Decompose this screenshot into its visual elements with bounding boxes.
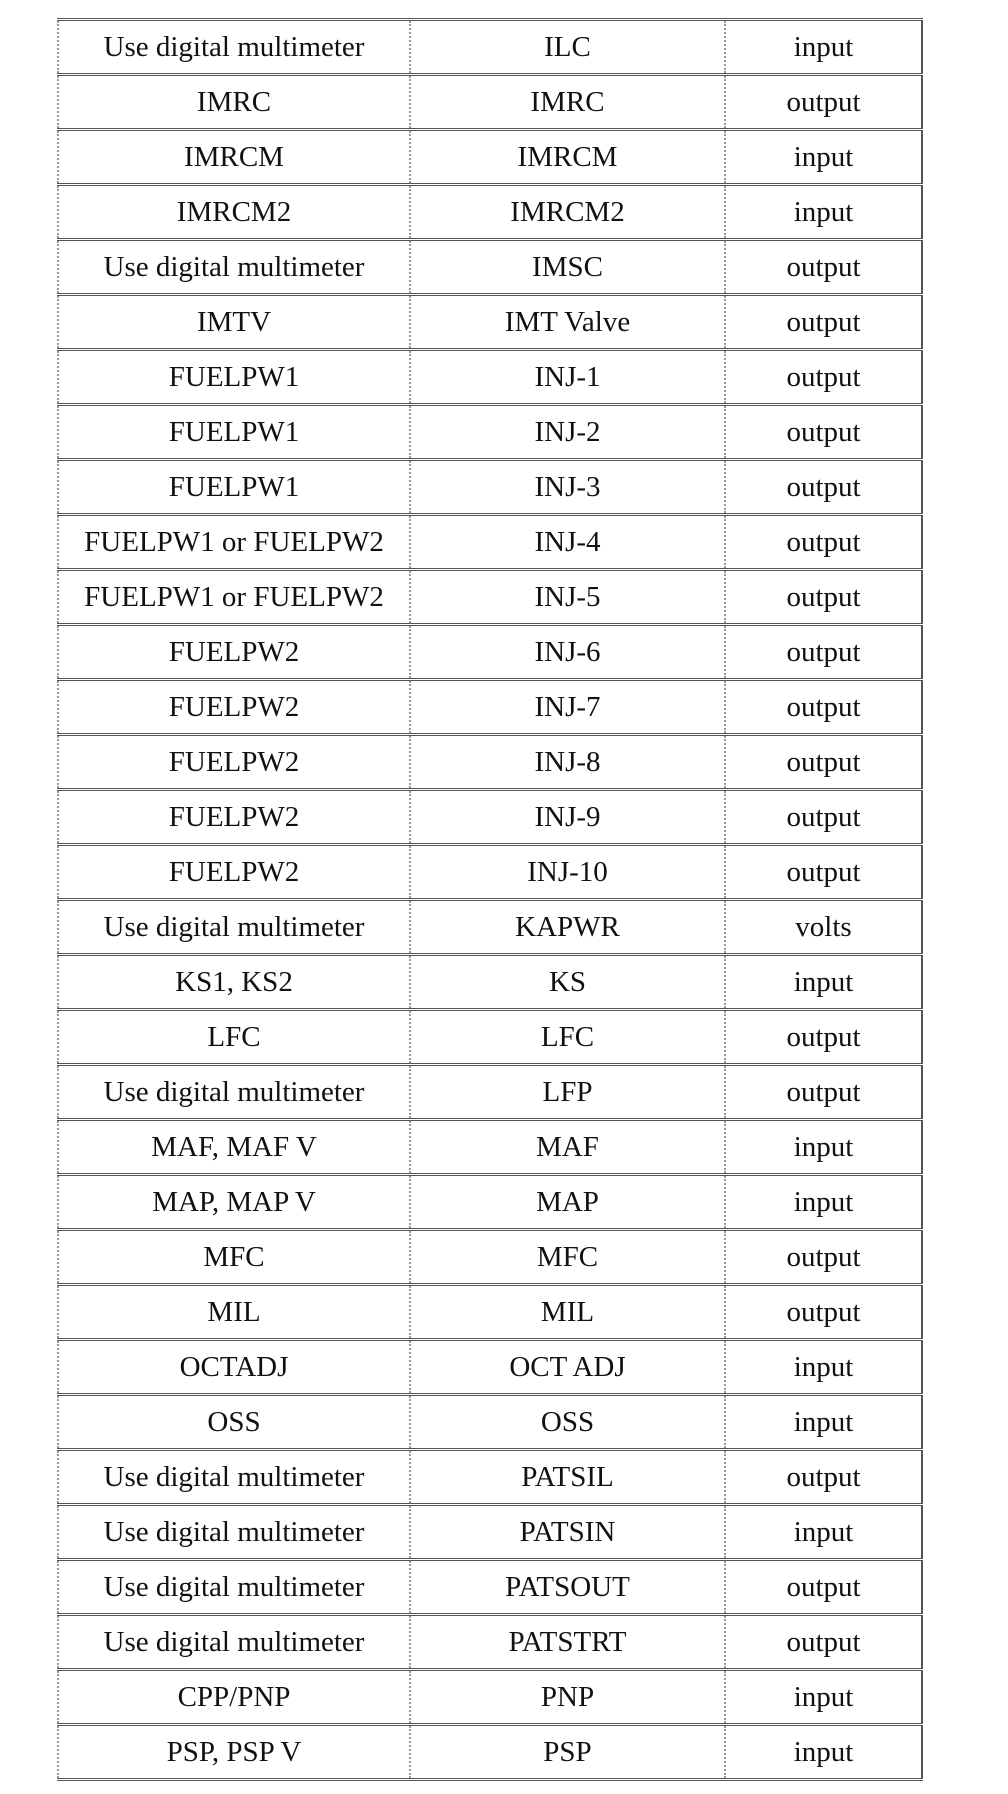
scan-tool-pid-cell: OSS xyxy=(58,1395,410,1450)
signal-name-cell: INJ-5 xyxy=(410,570,725,625)
signal-name-cell: MIL xyxy=(410,1285,725,1340)
signal-type-cell: output xyxy=(725,1230,922,1285)
signal-name-cell: KS xyxy=(410,955,725,1010)
table-row xyxy=(58,1670,922,1725)
signal-type-cell: output xyxy=(725,515,922,570)
signal-name-cell: INJ-8 xyxy=(410,735,725,790)
signal-type-cell: output xyxy=(725,1560,922,1615)
signal-type-cell: output xyxy=(725,350,922,405)
signal-type-cell: input xyxy=(725,1505,922,1560)
scan-tool-pid-cell: CPP/PNP xyxy=(58,1670,410,1725)
table-row xyxy=(58,680,922,735)
table-row xyxy=(58,1395,922,1450)
signal-type-cell: input xyxy=(725,1175,922,1230)
signal-name-cell: IMRC xyxy=(410,75,725,130)
scan-tool-pid-cell: MIL xyxy=(58,1285,410,1340)
scan-tool-pid-cell: Use digital multimeter xyxy=(58,900,410,955)
signal-type-cell: output xyxy=(725,405,922,460)
signal-name-cell: LFC xyxy=(410,1010,725,1065)
table-row xyxy=(58,240,922,295)
scan-tool-pid-cell: FUELPW2 xyxy=(58,790,410,845)
signal-name-cell: IMRCM xyxy=(410,130,725,185)
signal-type-cell: output xyxy=(725,790,922,845)
scan-tool-pid-cell: FUELPW1 or FUELPW2 xyxy=(58,570,410,625)
scan-tool-pid-cell: Use digital multimeter xyxy=(58,240,410,295)
signal-name-cell: INJ-3 xyxy=(410,460,725,515)
signal-type-cell: output xyxy=(725,295,922,350)
signal-name-cell: INJ-6 xyxy=(410,625,725,680)
signal-type-cell: input xyxy=(725,1120,922,1175)
signal-table xyxy=(57,18,923,1781)
signal-type-cell: input xyxy=(725,1340,922,1395)
signal-name-cell: MFC xyxy=(410,1230,725,1285)
scan-tool-pid-cell: IMRCM xyxy=(58,130,410,185)
signal-type-cell: volts xyxy=(725,900,922,955)
table-row xyxy=(58,625,922,680)
signal-type-cell: input xyxy=(725,185,922,240)
signal-type-cell: output xyxy=(725,1450,922,1505)
signal-type-cell: output xyxy=(725,75,922,130)
table-row xyxy=(58,405,922,460)
table-row xyxy=(58,1065,922,1120)
signal-type-cell: input xyxy=(725,955,922,1010)
table-row xyxy=(58,75,922,130)
signal-name-cell: PATSIL xyxy=(410,1450,725,1505)
scan-tool-pid-cell: OCTADJ xyxy=(58,1340,410,1395)
signal-type-cell: input xyxy=(725,1395,922,1450)
signal-name-cell: LFP xyxy=(410,1065,725,1120)
table-row xyxy=(58,1725,922,1780)
signal-name-cell: INJ-4 xyxy=(410,515,725,570)
table-row xyxy=(58,735,922,790)
scan-tool-pid-cell: FUELPW1 xyxy=(58,405,410,460)
table-row xyxy=(58,900,922,955)
scan-tool-pid-cell: FUELPW1 xyxy=(58,460,410,515)
signal-type-cell: output xyxy=(725,845,922,900)
table-row xyxy=(58,515,922,570)
signal-name-cell: IMT Valve xyxy=(410,295,725,350)
table-row xyxy=(58,1615,922,1670)
signal-name-cell: PATSTRT xyxy=(410,1615,725,1670)
signal-type-cell: input xyxy=(725,1725,922,1780)
scan-tool-pid-cell: Use digital multimeter xyxy=(58,1505,410,1560)
table-row xyxy=(58,790,922,845)
table-row xyxy=(58,350,922,405)
scan-tool-pid-cell: Use digital multimeter xyxy=(58,20,410,75)
table-row xyxy=(58,460,922,515)
table-row xyxy=(58,130,922,185)
signal-type-cell: output xyxy=(725,625,922,680)
table-row xyxy=(58,1285,922,1340)
signal-type-cell: output xyxy=(725,1065,922,1120)
signal-type-cell: output xyxy=(725,460,922,515)
table-row xyxy=(58,1340,922,1395)
table-row xyxy=(58,185,922,240)
scan-tool-pid-cell: Use digital multimeter xyxy=(58,1065,410,1120)
table-row xyxy=(58,1505,922,1560)
signal-type-cell: output xyxy=(725,1285,922,1340)
signal-name-cell: IMSC xyxy=(410,240,725,295)
signal-name-cell: PATSOUT xyxy=(410,1560,725,1615)
scan-tool-pid-cell: LFC xyxy=(58,1010,410,1065)
table-row xyxy=(58,1560,922,1615)
signal-name-cell: INJ-7 xyxy=(410,680,725,735)
signal-name-cell: OCT ADJ xyxy=(410,1340,725,1395)
signal-name-cell: KAPWR xyxy=(410,900,725,955)
scan-tool-pid-cell: FUELPW2 xyxy=(58,735,410,790)
signal-name-cell: INJ-9 xyxy=(410,790,725,845)
signal-name-cell: INJ-10 xyxy=(410,845,725,900)
table-row xyxy=(58,845,922,900)
scan-tool-pid-cell: MAF, MAF V xyxy=(58,1120,410,1175)
table-row xyxy=(58,1450,922,1505)
signal-type-cell: output xyxy=(725,240,922,295)
signal-type-cell: input xyxy=(725,130,922,185)
signal-type-cell: input xyxy=(725,20,922,75)
table-row xyxy=(58,1010,922,1065)
scan-tool-pid-cell: MAP, MAP V xyxy=(58,1175,410,1230)
signal-name-cell: INJ-1 xyxy=(410,350,725,405)
scan-tool-pid-cell: PSP, PSP V xyxy=(58,1725,410,1780)
scan-tool-pid-cell: IMRCM2 xyxy=(58,185,410,240)
signal-type-cell: output xyxy=(725,1615,922,1670)
signal-type-cell: input xyxy=(725,1670,922,1725)
signal-name-cell: PATSIN xyxy=(410,1505,725,1560)
table-row xyxy=(58,20,922,75)
signal-type-cell: output xyxy=(725,735,922,790)
signal-type-cell: output xyxy=(725,1010,922,1065)
table-row xyxy=(58,295,922,350)
signal-name-cell: PNP xyxy=(410,1670,725,1725)
scan-tool-pid-cell: FUELPW2 xyxy=(58,845,410,900)
signal-name-cell: IMRCM2 xyxy=(410,185,725,240)
signal-name-cell: ILC xyxy=(410,20,725,75)
table-row xyxy=(58,955,922,1010)
signal-name-cell: MAP xyxy=(410,1175,725,1230)
scan-tool-pid-cell: Use digital multimeter xyxy=(58,1615,410,1670)
signal-name-cell: INJ-2 xyxy=(410,405,725,460)
scan-tool-pid-cell: FUELPW2 xyxy=(58,625,410,680)
signal-table-container xyxy=(57,18,921,1781)
table-row xyxy=(58,1230,922,1285)
signal-table-body xyxy=(58,20,922,1780)
table-row xyxy=(58,1175,922,1230)
scan-tool-pid-cell: Use digital multimeter xyxy=(58,1450,410,1505)
signal-type-cell: output xyxy=(725,680,922,735)
scan-tool-pid-cell: IMRC xyxy=(58,75,410,130)
scan-tool-pid-cell: FUELPW1 xyxy=(58,350,410,405)
table-row xyxy=(58,1120,922,1175)
scan-tool-pid-cell: MFC xyxy=(58,1230,410,1285)
scan-tool-pid-cell: IMTV xyxy=(58,295,410,350)
scan-tool-pid-cell: FUELPW2 xyxy=(58,680,410,735)
signal-name-cell: MAF xyxy=(410,1120,725,1175)
scan-tool-pid-cell: KS1, KS2 xyxy=(58,955,410,1010)
scan-tool-pid-cell: FUELPW1 or FUELPW2 xyxy=(58,515,410,570)
signal-name-cell: OSS xyxy=(410,1395,725,1450)
table-row xyxy=(58,570,922,625)
signal-type-cell: output xyxy=(725,570,922,625)
scan-tool-pid-cell: Use digital multimeter xyxy=(58,1560,410,1615)
signal-name-cell: PSP xyxy=(410,1725,725,1780)
